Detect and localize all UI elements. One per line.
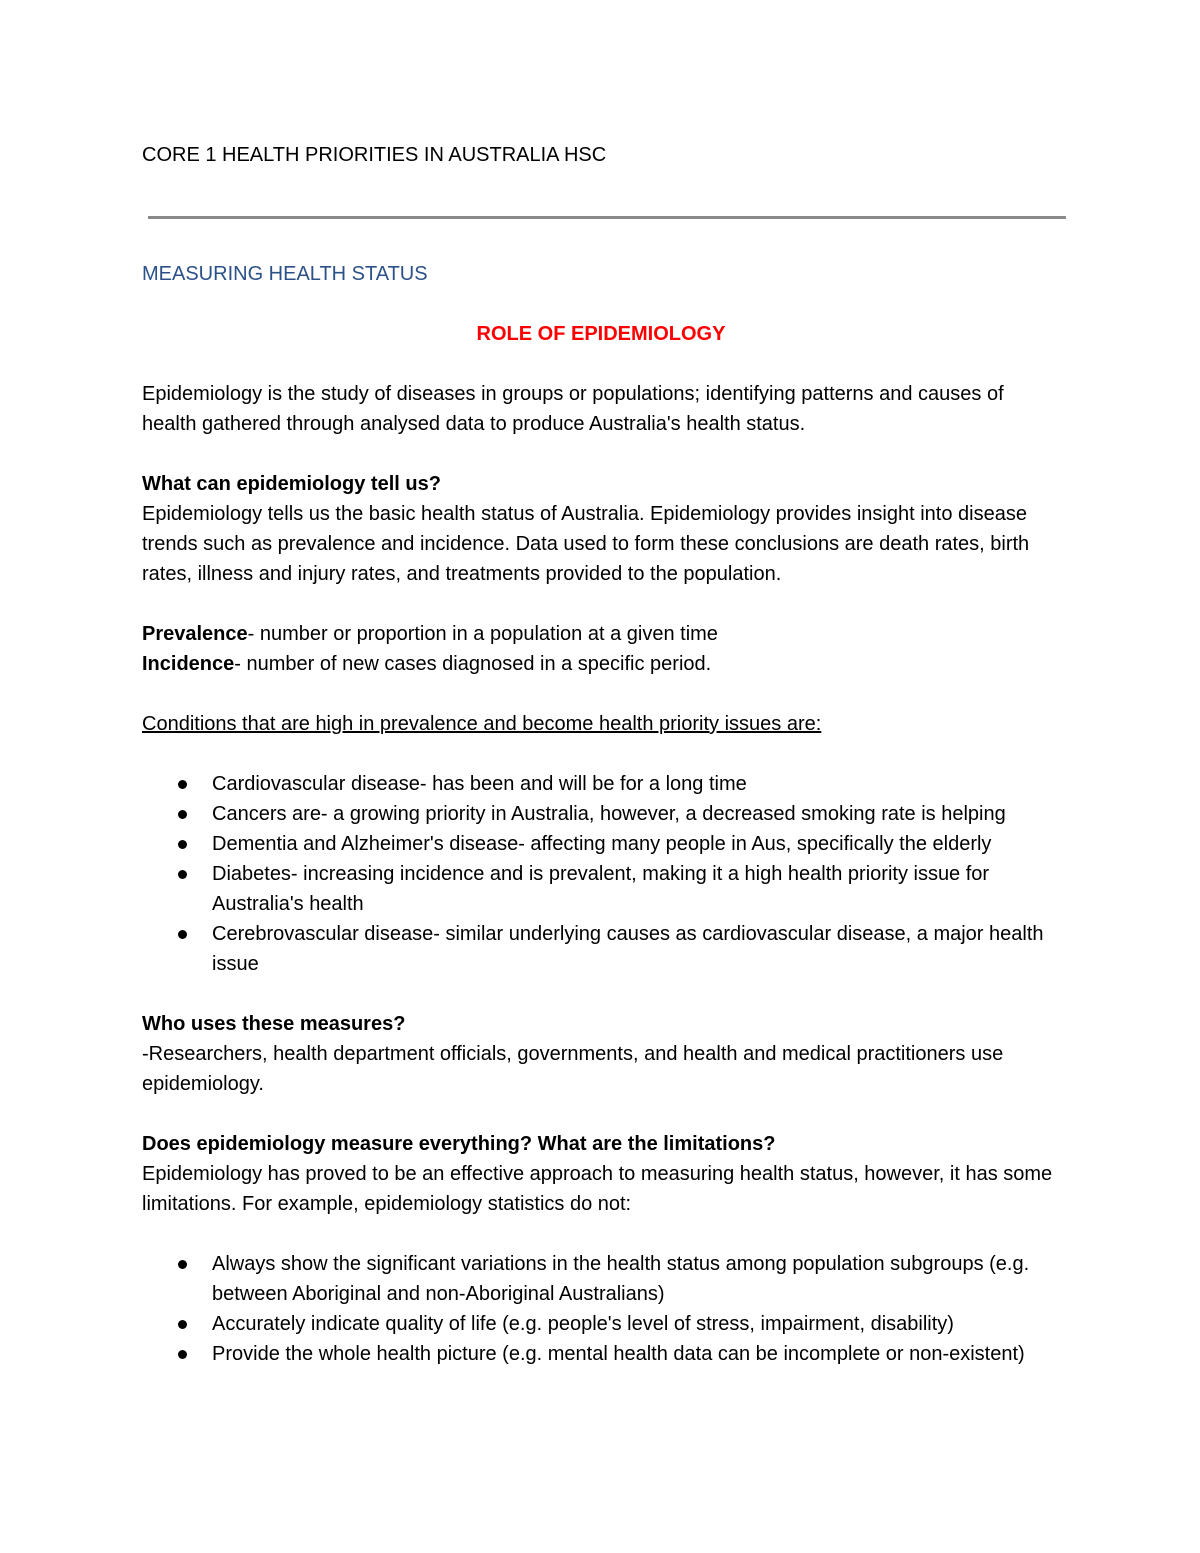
list-item-text: Diabetes- increasing incidence and is prevalent, making it a high health priority issue for Australia's health [212,863,990,915]
bullet-icon [178,1260,187,1269]
list-item-text: Cerebrovascular disease- similar underlying causes as cardiovascular disease, a major health issue [212,923,1044,975]
bullet-icon [178,870,187,879]
incidence-term: Incidence [142,653,235,675]
prevalence-definition [142,619,1060,649]
list-item [212,1339,1060,1369]
incidence-definition [142,649,1060,679]
bullet-icon [178,1320,187,1329]
list-item-text: Always show the significant variations in the health status among population subgroups (e.g. between Aboriginal and non-Aboriginal Australians) [212,1253,1030,1305]
bullet-icon [178,810,187,819]
bullet-icon [178,930,187,939]
bullet-icon [178,1350,187,1359]
list-item [212,1249,1060,1309]
limitations-answer: Epidemiology has proved to be an effective approach to measuring health status, however, it has some limitations. For example, epidemiology statistics do not: [142,1163,1053,1215]
list-item [212,919,1060,979]
incidence-text: - number of new cases diagnosed in a specific period. [234,653,712,675]
list-item-text: Dementia and Alzheimer's disease- affecting many people in Aus, specifically the elderly [212,833,992,855]
who-uses-answer: -Researchers, health department officials, governments, and health and medical practitioners use epidemiology. [142,1043,1004,1095]
section-heading: MEASURING HEALTH STATUS [142,263,428,285]
list-item-text: Cardiovascular disease- has been and will be for a long time [212,773,747,795]
list-item-text: Provide the whole health picture (e.g. mental health data can be incomplete or non-existent) [212,1343,1025,1365]
role-heading: ROLE OF EPIDEMIOLOGY [476,323,726,345]
who-uses-question: Who uses these measures? [142,1013,406,1035]
list-item [212,859,1060,919]
prevalence-term: Prevalence [142,623,248,645]
list-item [212,829,1060,859]
conditions-list [142,769,1060,979]
conditions-heading: Conditions that are high in prevalence and become health priority issues are: [142,713,822,735]
intro-paragraph: Epidemiology is the study of diseases in groups or populations; identifying patterns and causes of health gathered through analysed data to produce Australia's health status. [142,383,1004,435]
bullet-icon [178,780,187,789]
list-item [212,769,1060,799]
what-tells-question: What can epidemiology tell us? [142,473,441,495]
document-title: CORE 1 HEALTH PRIORITIES IN AUSTRALIA HSC [142,144,607,166]
bullet-icon [178,840,187,849]
what-tells-answer: Epidemiology tells us the basic health status of Australia. Epidemiology provides insight into disease trends such as prevalence and incidence. Data used to form these conclusions are death rates, birth rates, illness and injury rates, and treatments provided to the population. [142,503,1030,585]
list-item [212,799,1060,829]
list-item-text: Accurately indicate quality of life (e.g. people's level of stress, impairment, disability) [212,1313,954,1335]
horizontal-rule [148,216,1066,219]
limitations-list [142,1249,1060,1369]
limitations-question: Does epidemiology measure everything? What are the limitations? [142,1133,776,1155]
prevalence-text: - number or proportion in a population at a given time [247,623,718,645]
list-item-text: Cancers are- a growing priority in Australia, however, a decreased smoking rate is helping [212,803,1006,825]
list-item [212,1309,1060,1339]
